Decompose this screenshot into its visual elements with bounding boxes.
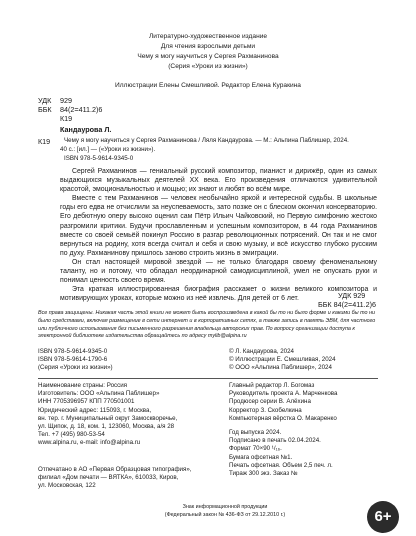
series-line: (Серия «Уроки из жизни»): [168, 63, 248, 70]
imprint-line: www.alpina.ru, e-mail: info@alpina.ru: [38, 439, 141, 447]
imprint-line: Наименование страны: Россия: [38, 382, 128, 389]
copyright-list: [229, 348, 336, 373]
imprint-line: Год выпуска 2024.: [229, 429, 282, 437]
printer-info: [38, 466, 192, 491]
imprint-line: Печать офсетная. Объем 2,5 печ. л.: [229, 461, 333, 469]
imprint-line: Юридический адрес: 115093, г. Москва,: [38, 406, 152, 414]
imprint-line: Подписано в печать 02.04.2024.: [229, 437, 321, 445]
bbk-label: ББК: [38, 105, 52, 114]
biblio-sign: К19: [38, 137, 51, 146]
illustrations-credit: Иллюстрации Елены Смешливой. Редактор Елена Куракина: [115, 82, 301, 89]
udk-value: 929: [60, 96, 72, 105]
abstract-paragraph: Вместе с тем Рахманинов — человек необычайно яркой и интересной судьбы. В школьные годы его едва не отчислили за неуспеваемость, зато позже он с блеском окончил консерваторию. Его дебютную оперу высоко оценил сам Пётр Ильич Чайковский, но Первую симфонию жестоко разгромили критики. Будучи прославленным и успешным композитором, в 44 года Рахманинов вместе со своей семьёй покинул Россию в разгар революционных потрясений. Он так и не смог вернуться на родину, хотя всегда считал и себя и свою музыку, и всё искусство глубоко русским по духу. Рахманинову пришлось заново строить жизнь в эмиграции.: [60, 195, 377, 257]
abstract-paragraph: Сергей Рахманинов — гениальный русский композитор, пианист и дирижёр, один из самых выдающихся музыкальных деятелей XX века. Его произведения отличаются удивительной красотой, эмоциональностью и мощью; их знают и любят во всём мире.: [60, 168, 377, 194]
abstract-paragraph: Эта краткая иллюстрированная биография расскажет о жизни великого композитора и мотивирующих уроках, которые можно из неё извлечь. Для детей от 6 лет.: [60, 286, 377, 303]
bbk-value: 84(2=411.2)6: [60, 105, 103, 114]
imprint-line: вн. тер. г. Муниципальный округ Замоскворечье,: [38, 414, 178, 422]
imprint-line: Тираж 300 экз. Заказ №: [229, 470, 298, 478]
copyright-line: © ООО «Альпина Паблишер», 2024: [229, 364, 332, 372]
imprint-line: Компьютерная вёрстка О. Макаренко: [229, 414, 337, 422]
imprint-right: [229, 382, 337, 478]
imprint-line: ИНН 7705396957 КПП 770501001: [38, 398, 135, 406]
imprint-line: Главный редактор Л. Богомаз: [229, 382, 315, 389]
imprint-line: ул. Щипок, д. 18, ком. 1, 123060, Москва, а/я 28: [38, 423, 175, 431]
printer-line: ул. Московская, 122: [38, 482, 96, 490]
author-name: Кандаурова Л.: [60, 125, 112, 134]
info-product-label: Знак информационной продукции: [182, 504, 268, 510]
copyright-line: © Л. Кандаурова, 2024: [229, 348, 294, 355]
abstract-paragraph: Он стал настоящей мировой звездой — не только благодаря своему феноменальному таланту, но и потому, что обладал неординарной самодисциплиной, умел не опускать руки и понимал ценность своего время.: [60, 258, 377, 285]
isbn-line: ISBN 978-5-9614-1790-6: [38, 356, 108, 364]
imprint-line: Руководитель проекта А. Марченкова: [229, 390, 338, 398]
audience-line: Для чтения взрослыми детьми: [160, 43, 256, 50]
isbn-line: ISBN 978-5-9614-9345-0: [38, 348, 108, 355]
repeat-bbk: ББК 84(2=411.2)6: [318, 300, 377, 309]
age-rating-badge: 6+: [367, 501, 399, 533]
abstract: [60, 167, 377, 303]
imprint-line: Формат 70×90 ¹/₁₆.: [229, 445, 282, 453]
biblio-entry: Чему я могу научиться у Сергея Рахманинова / Ляля Кандаурова. — М.: Альпина Паблишер, 2024.: [64, 137, 349, 144]
printer-line: филиал «Дом печати — ВЯТКА», 610033, Киров,: [38, 474, 179, 482]
imprint-line: Продюсер серии В. Алёхина: [229, 398, 311, 406]
rights-notice: Все права защищены. Никакая часть этой книги не может быть воспроизведена в какой бы то ни было форме и какими бы то ни было средствами, включая размещение в сети интернет и в корпоративных сетях, а также запись в память ЭВМ, для частного или публичного использования без письменного разрешения владельца авторских прав. По вопросу организации доступа к электронной библиотеке издательства обращайтесь по адресу mylib@alpina.ru: [38, 310, 376, 340]
divider: [38, 378, 378, 379]
imprint-left: [38, 382, 177, 448]
genre-line: Литературно-художественное издание: [148, 33, 268, 40]
repeat-udk: УДК 929: [338, 291, 366, 300]
imprint-line: Изготовитель: ООО «Альпина Паблишер»: [38, 390, 160, 398]
biblio-details: 40 с.: [ил.] — («Уроки из жизни»).: [60, 146, 156, 153]
printer-line: Отпечатано в АО «Первая Образцовая типография»,: [38, 466, 192, 473]
isbn-line: (Серия «Уроки из жизни»): [38, 364, 113, 372]
isbn-list: [38, 348, 113, 373]
biblio-isbn: ISBN 978-5-9614-9345-0: [64, 155, 134, 162]
copyright-line: © Иллюстрации Е. Смешливая, 2024: [229, 356, 336, 364]
federal-law-ref: (Федеральный закон № 436-ФЗ от 29.12.2010 г.): [164, 512, 286, 518]
imprint-line: Тел. +7 (495) 980-53-54: [38, 431, 105, 439]
udk-label: УДК: [38, 96, 52, 105]
author-sign: К19: [60, 114, 73, 123]
imprint-line: Бумага офсетная №1.: [229, 453, 293, 461]
imprint-line: Корректор З. Скобелкина: [229, 406, 302, 414]
book-title: Чему я могу научиться у Сергея Рахманинова: [137, 53, 279, 60]
